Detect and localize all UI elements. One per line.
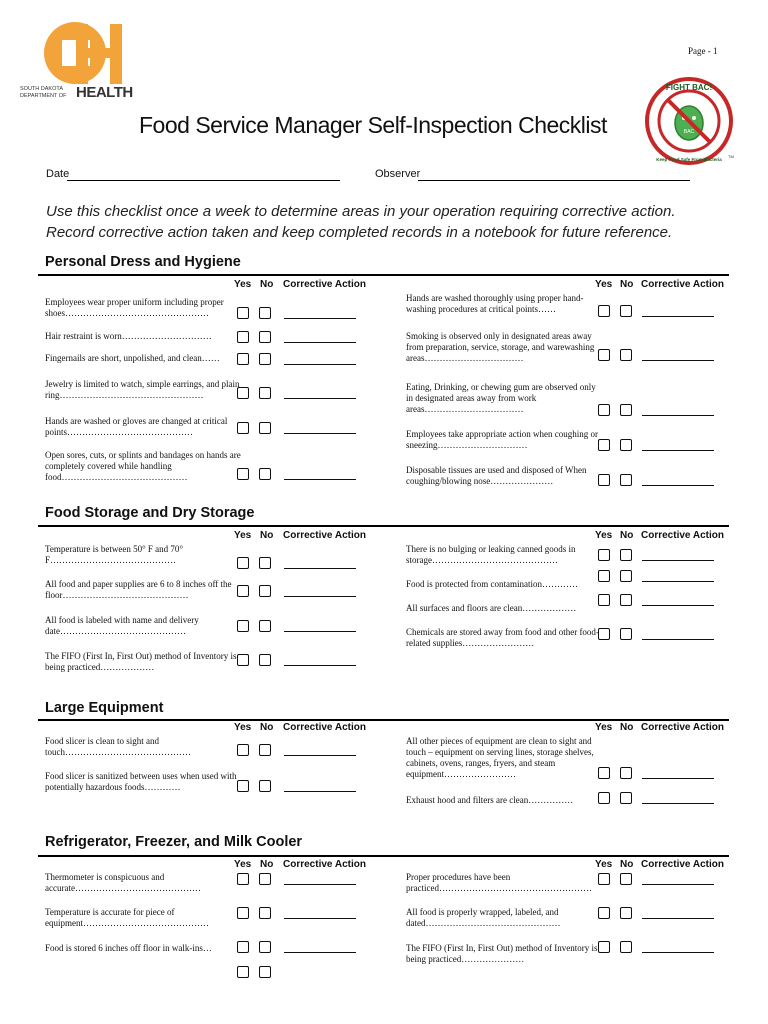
yes-checkbox[interactable] [237,780,249,792]
header-no: No [260,279,274,290]
header-yes: Yes [234,279,252,290]
header-corrective-action: Corrective Action [641,530,724,541]
date-label: Date [46,168,70,180]
yes-checkbox[interactable] [598,474,610,486]
fight-bac-badge-icon [644,76,734,166]
header-yes: Yes [234,859,252,870]
checklist-item-text: Chemicals are stored away from food and other food-related supplies…………………… [406,627,599,648]
header-yes: Yes [595,279,613,290]
corrective-action-field[interactable] [284,364,356,365]
yes-checkbox[interactable] [237,907,249,919]
intro-text: Use this checklist once a week to determine areas in your operation requiring corrective action. Record corrective action taken and keep completed records in a notebook for future reference. [46,203,676,241]
checklist-item-text: There is no bulging or leaking canned goods in storage…………………………………… [406,544,576,565]
no-checkbox[interactable] [259,353,271,365]
header-yes: Yes [595,530,613,541]
corrective-action-field[interactable] [642,605,714,606]
yes-checkbox[interactable] [237,353,249,365]
section-title: Large Equipment [45,700,164,716]
yes-checkbox[interactable] [598,792,610,804]
checklist-item-text: Eating, Drinking, or chewing gum are observed only in designated areas away from work areas…………………………… [406,382,596,414]
header-no: No [620,722,634,733]
yes-checkbox[interactable] [237,387,249,399]
no-checkbox[interactable] [620,570,632,582]
no-checkbox[interactable] [620,305,632,317]
no-checkbox[interactable] [620,594,632,606]
yes-checkbox[interactable] [598,404,610,416]
checklist-item-text: The FIFO (First In, First Out) method of Inventory is being practiced……………… [45,651,237,672]
corrective-action-field[interactable] [642,778,714,779]
corrective-action-field[interactable] [642,884,714,885]
checklist-item-text: Fingernails are short, unpolished, and clean…… [45,353,220,363]
header-no: No [260,722,274,733]
corrective-action-field[interactable] [642,560,714,561]
section-divider [38,855,729,857]
yes-checkbox[interactable] [598,907,610,919]
checklist-item-text: All food is labeled with name and delivery date…………………………………… [45,615,199,636]
checklist-item-text: Temperature is accurate for piece of equipment…………………………………… [45,907,209,928]
no-checkbox[interactable] [259,331,271,343]
no-checkbox[interactable] [620,792,632,804]
header-yes: Yes [595,722,613,733]
section-divider [38,525,729,527]
corrective-action-field[interactable] [642,415,714,416]
corrective-action-field[interactable] [642,485,714,486]
header-corrective-action: Corrective Action [283,530,366,541]
yes-checkbox[interactable] [237,422,249,434]
corrective-action-field[interactable] [642,360,714,361]
corrective-action-field[interactable] [642,581,714,582]
checklist-item-text: Food slicer is sanitized between uses when used with potentially hazardous foods………… [45,771,237,792]
no-checkbox[interactable] [620,941,632,953]
corrective-action-field[interactable] [284,665,356,666]
no-checkbox[interactable] [620,628,632,640]
section-title: Food Storage and Dry Storage [45,505,255,521]
sd-health-logo [14,22,134,104]
no-checkbox[interactable] [259,557,271,569]
checklist-item-text: Food slicer is clean to sight and touch…………………………………… [45,736,191,757]
yes-checkbox[interactable] [598,549,610,561]
section-divider [38,719,729,721]
no-checkbox[interactable] [259,873,271,885]
section-title: Personal Dress and Hygiene [45,254,241,270]
no-checkbox[interactable] [620,549,632,561]
no-checkbox[interactable] [259,620,271,632]
header-no: No [260,859,274,870]
yes-checkbox[interactable] [237,585,249,597]
no-checkbox[interactable] [259,307,271,319]
yes-checkbox[interactable] [237,620,249,632]
corrective-action-field[interactable] [642,803,714,804]
checklist-item-text: Disposable tissues are used and disposed of When coughing/blowing nose………………… [406,465,587,486]
corrective-action-field[interactable] [284,318,356,319]
logo-org-small: SOUTH DAKOTA DEPARTMENT OF [20,86,67,99]
yes-checkbox[interactable] [237,468,249,480]
header-yes: Yes [234,722,252,733]
yes-checkbox[interactable] [237,941,249,953]
no-checkbox[interactable] [620,907,632,919]
no-checkbox[interactable] [259,780,271,792]
no-checkbox[interactable] [620,767,632,779]
no-checkbox[interactable] [259,941,271,953]
no-checkbox[interactable] [620,439,632,451]
badge-center-text: BAC [683,129,695,135]
no-checkbox[interactable] [620,404,632,416]
no-checkbox[interactable] [259,654,271,666]
observer-label: Observer [375,168,421,180]
corrective-action-field[interactable] [284,342,356,343]
yes-checkbox[interactable] [237,557,249,569]
no-checkbox[interactable] [620,873,632,885]
header-corrective-action: Corrective Action [641,722,724,733]
checklist-item-text: Thermometer is conspicuous and accurate…………………………………… [45,872,201,893]
badge-tm: TM [728,154,734,159]
yes-checkbox[interactable] [598,941,610,953]
checklist-item-text: Hands are washed thoroughly using proper hand-washing procedures at critical points…… [406,293,584,314]
checklist-item-text: Food is protected from contamination………… [406,579,578,589]
header-corrective-action: Corrective Action [283,279,366,290]
corrective-action-field[interactable] [284,755,356,756]
checklist-item-text: Employees wear proper uniform including proper shoes………………………………………… [45,297,224,318]
yes-checkbox[interactable] [237,331,249,343]
header-no: No [260,530,274,541]
header-no: No [620,859,634,870]
yes-checkbox[interactable] [598,349,610,361]
corrective-action-field[interactable] [284,884,356,885]
checklist-item-text: All other pieces of equipment are clean to sight and touch – equipment on serving lines, storage shelves, cabinets, ovens, ranges, fryers, and steam equipment…………………… [406,736,594,779]
badge-top-text: FIGHT BAC! [665,83,713,92]
corrective-action-field[interactable] [642,639,714,640]
corrective-action-field[interactable] [284,791,356,792]
header-no: No [620,530,634,541]
header-no: No [620,279,634,290]
checklist-item-text: The FIFO (First In, First Out) method of Inventory is being practiced………………… [406,943,598,964]
no-checkbox[interactable] [259,387,271,399]
no-checkbox[interactable] [259,744,271,756]
checklist-item-text: Food is stored 6 inches off floor in walk-ins… [45,943,212,953]
header-yes: Yes [234,530,252,541]
no-checkbox[interactable] [259,585,271,597]
corrective-action-field[interactable] [284,952,356,953]
observer-field[interactable] [418,180,690,181]
checklist-item-text: Hair restraint is worn………………………… [45,331,212,341]
checklist-item-text: All food is properly wrapped, labeled, and dated……………………………………… [406,907,561,928]
corrective-action-field[interactable] [284,479,356,480]
checklist-item-text: All food and paper supplies are 6 to 8 inches off the floor…………………………………… [45,579,232,600]
page-number: Page - 1 [688,46,718,56]
no-checkbox[interactable] [259,907,271,919]
yes-checkbox[interactable] [598,439,610,451]
header-corrective-action: Corrective Action [283,859,366,870]
yes-checkbox[interactable] [237,744,249,756]
header-corrective-action: Corrective Action [641,279,724,290]
yes-checkbox[interactable] [237,654,249,666]
page-title: Food Service Manager Self-Inspection Checklist [139,112,607,138]
yes-checkbox[interactable] [598,594,610,606]
corrective-action-field[interactable] [284,596,356,597]
corrective-action-field[interactable] [642,316,714,317]
logo-h-bar [76,48,122,58]
no-checkbox[interactable] [259,468,271,480]
checklist-item-text: Employees take appropriate action when coughing or sneezing………………………… [406,429,598,450]
header-corrective-action: Corrective Action [641,859,724,870]
checklist-item-text: Temperature is between 50° F and 70° F…………………………………… [45,544,184,565]
no-checkbox[interactable] [620,474,632,486]
header-corrective-action: Corrective Action [283,722,366,733]
checklist-item-text: Jewelry is limited to watch, simple earrings, and plain ring………………………………………… [45,379,240,400]
yes-checkbox[interactable] [598,305,610,317]
corrective-action-field[interactable] [284,433,356,434]
date-field[interactable] [67,180,340,181]
checklist-item-text: Proper procedures have been practiced…………………………………………… [406,872,592,893]
yes-checkbox[interactable] [237,307,249,319]
yes-checkbox[interactable] [598,767,610,779]
checklist-item-text: All surfaces and floors are clean……………… [406,603,577,613]
section-title: Refrigerator, Freezer, and Milk Cooler [45,834,303,850]
corrective-action-field[interactable] [642,952,714,953]
yes-checkbox[interactable] [598,628,610,640]
corrective-action-field[interactable] [284,631,356,632]
badge-bottom-text: Keep Food Safe From Bacteria [656,157,722,162]
no-checkbox[interactable] [259,422,271,434]
no-checkbox[interactable] [620,349,632,361]
yes-checkbox[interactable] [598,570,610,582]
section-divider [38,274,729,276]
corrective-action-field[interactable] [284,568,356,569]
yes-checkbox[interactable] [237,873,249,885]
checklist-item-text: Hands are washed or gloves are changed at critical points…………………………………… [45,416,228,437]
no-checkbox[interactable] [259,966,271,978]
logo-org-big: HEALTH [76,84,133,101]
corrective-action-field[interactable] [284,918,356,919]
yes-checkbox[interactable] [237,966,249,978]
checklist-item-text: Exhaust hood and filters are clean…………… [406,795,574,805]
header-yes: Yes [595,859,613,870]
checklist-item-text: Smoking is observed only in designated areas away from preparation, service, storage, and warewashing areas…………………………… [406,331,595,363]
checklist-item-text: Open sores, cuts, or splints and bandages on hands are completely covered while handling food…………………………………… [45,450,241,482]
corrective-action-field[interactable] [642,918,714,919]
corrective-action-field[interactable] [642,450,714,451]
yes-checkbox[interactable] [598,873,610,885]
corrective-action-field[interactable] [284,398,356,399]
